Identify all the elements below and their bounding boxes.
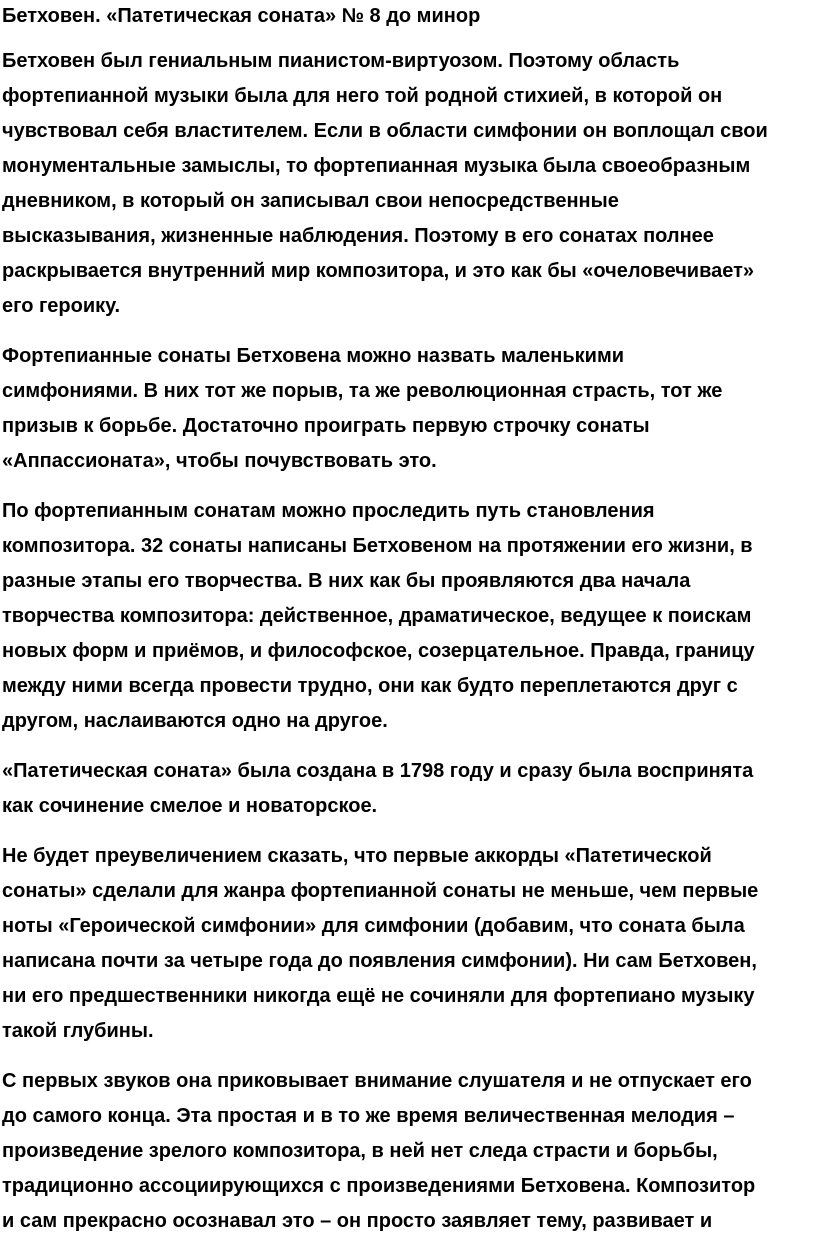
text-line: Не будет преувеличением сказать, что первые аккорды «Патетической <box>2 845 712 867</box>
text-line: ноты «Героической симфонии» для симфонии (добавим, что соната была <box>2 915 745 937</box>
paragraph-1 <box>2 44 816 324</box>
text-line: монументальные замыслы, то фортепианная музыка была своеобразным <box>2 155 751 177</box>
text-line: ни его предшественники никогда ещё не сочиняли для фортепиано музыку <box>2 985 755 1007</box>
text-line: «Аппассионата», чтобы почувствовать это. <box>2 450 437 472</box>
text-line: творчества композитора: действенное, драматическое, ведущее к поискам <box>2 605 752 627</box>
text-line: Фортепианные сонаты Бетховена можно назвать маленькими <box>2 345 625 367</box>
text-line: как сочинение смелое и новаторское. <box>2 795 378 817</box>
text-line: фортепианной музыки была для него той родной стихией, в которой он <box>2 85 723 107</box>
document-title: Бетховен. «Патетическая соната» № 8 до минор <box>2 5 481 27</box>
text-line: и сам прекрасно осознавал это – он просто заявляет тему, развивает и <box>2 1210 713 1232</box>
text-line: симфониями. В них тот же порыв, та же революционная страсть, тот же <box>2 380 723 402</box>
paragraph-3 <box>2 494 816 739</box>
text-line: «Патетическая соната» была создана в 1798 году и сразу была воспринята <box>2 760 754 782</box>
text-line: другом, наслаиваются одно на другое. <box>2 710 388 732</box>
text-line: дневником, в который он записывал свои непосредственные <box>2 190 619 212</box>
text-line: произведение зрелого композитора, в ней нет следа страсти и борьбы, <box>2 1140 718 1162</box>
text-line: высказывания, жизненные наблюдения. Поэтому в его сонатах полнее <box>2 225 714 247</box>
text-line: С первых звуков она приковывает внимание слушателя и не отпускает его <box>2 1070 752 1092</box>
text-line: чувствовал себя властителем. Если в области симфонии он воплощал свои <box>2 120 768 142</box>
text-line: Бетховен был гениальным пианистом-виртуозом. Поэтому область <box>2 50 680 72</box>
text-line: По фортепианным сонатам можно проследить путь становления <box>2 500 655 522</box>
paragraph-5 <box>2 839 816 1049</box>
text-line: раскрывается внутренний мир композитора, и это как бы «очеловечивает» <box>2 260 755 282</box>
text-line: традиционно ассоциирующихся с произведениями Бетховена. Композитор <box>2 1175 756 1197</box>
text-line: сонаты» сделали для жанра фортепианной сонаты не меньше, чем первые <box>2 880 759 902</box>
text-line: между ними всегда провести трудно, они как будто переплетаются друг с <box>2 675 738 697</box>
paragraph-6 <box>2 1064 816 1239</box>
paragraph-2 <box>2 339 816 479</box>
paragraph-4 <box>2 754 816 824</box>
text-line: его героику. <box>2 295 121 317</box>
text-line: разные этапы его творчества. В них как бы проявляются два начала <box>2 570 691 592</box>
text-line: новых форм и приёмов, и философское, созерцательное. Правда, границу <box>2 640 755 662</box>
text-line: композитора. 32 сонаты написаны Бетховеном на протяжении его жизни, в <box>2 535 753 557</box>
text-line: до самого конца. Эта простая и в то же время величественная мелодия – <box>2 1105 735 1127</box>
text-line: написана почти за четыре года до появления симфонии). Ни сам Бетховен, <box>2 950 757 972</box>
text-line: такой глубины. <box>2 1020 154 1042</box>
text-line: призыв к борьбе. Достаточно проиграть первую строчку сонаты <box>2 415 650 437</box>
